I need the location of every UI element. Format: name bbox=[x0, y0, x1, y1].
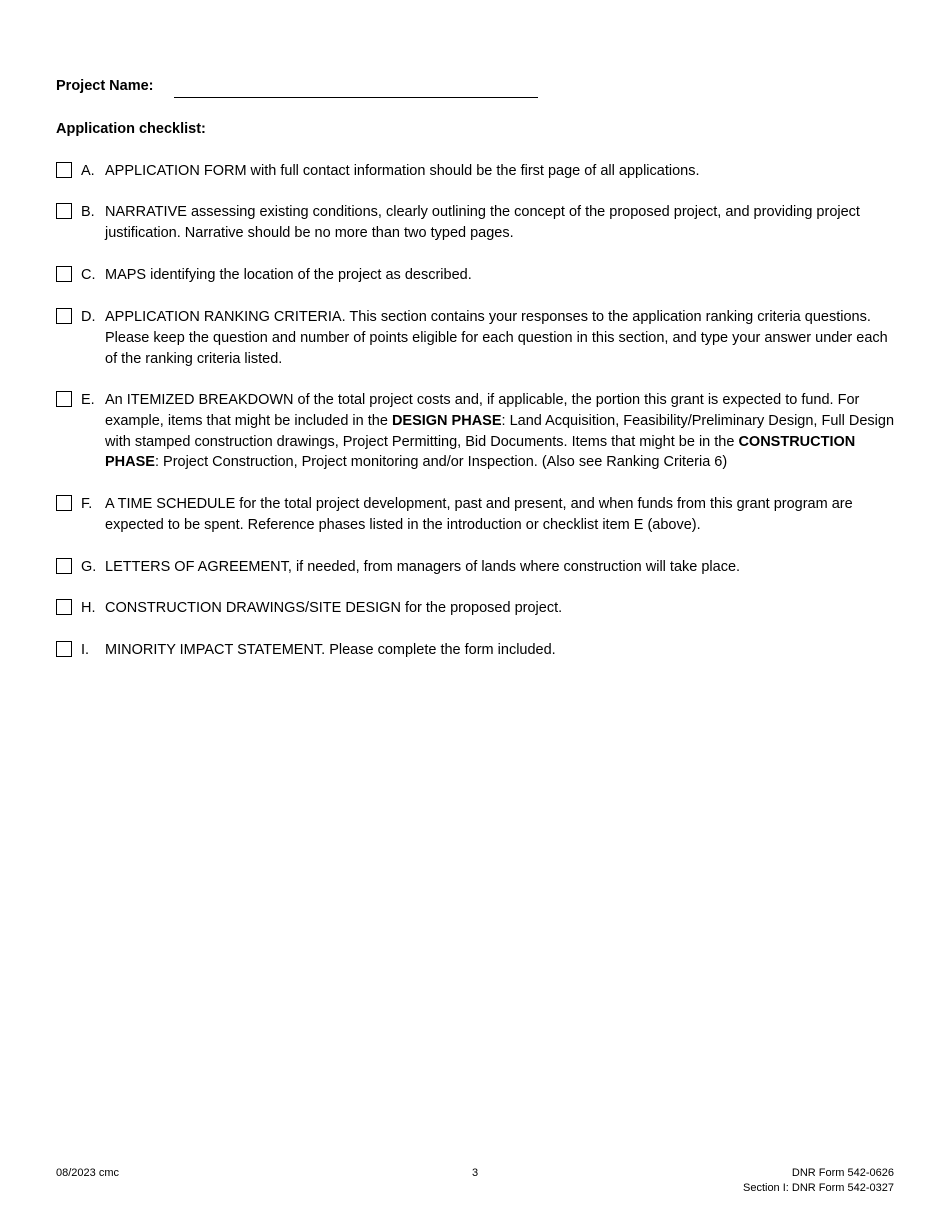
item-text: A TIME SCHEDULE for the total project development, past and present, and when funds from this grant program are expected to be spent. Reference phases listed in the introduction or checklist item E (above). bbox=[105, 496, 853, 533]
checklist-item-h bbox=[56, 598, 896, 619]
checkbox-a[interactable] bbox=[56, 162, 72, 178]
item-text bbox=[105, 390, 896, 473]
item-text: APPLICATION FORM with full contact information should be the first page of all applications. bbox=[105, 163, 700, 179]
checklist-item-e bbox=[56, 390, 896, 473]
item-text: MINORITY IMPACT STATEMENT. Please complete the form included. bbox=[105, 642, 556, 658]
section-form-number: Section I: DNR Form 542-0327 bbox=[742, 1182, 894, 1194]
item-text-part: : Project Construction, Project monitoring and/or Inspection. (Also see Ranking Criteria 6) bbox=[154, 454, 728, 471]
design-phase-label: DESIGN PHASE bbox=[391, 412, 502, 429]
item-text: LETTERS OF AGREEMENT, if needed, from managers of lands where construction will take place. bbox=[105, 559, 741, 575]
checkbox-i[interactable] bbox=[56, 641, 72, 657]
form-number: DNR Form 542-0626 bbox=[791, 1167, 894, 1179]
checkbox-b[interactable] bbox=[56, 203, 72, 219]
project-name-label: Project Name: bbox=[56, 78, 154, 94]
item-letter: H. bbox=[81, 600, 96, 616]
checkbox-c[interactable] bbox=[56, 266, 72, 282]
checkbox-f[interactable] bbox=[56, 495, 72, 511]
item-text: MAPS identifying the location of the project as described. bbox=[105, 267, 472, 283]
checkbox-d[interactable] bbox=[56, 308, 72, 324]
checkbox-e[interactable] bbox=[56, 391, 72, 407]
item-letter: E. bbox=[81, 392, 95, 408]
item-letter: D. bbox=[81, 309, 96, 325]
construction-phase-label: CONSTRUCTION PHASE bbox=[105, 433, 856, 471]
item-text-part: An ITEMIZED BREAKDOWN of the total project costs and, if applicable, the portion this grant is expected to fund. For example, items that might be included in the bbox=[105, 392, 860, 429]
item-letter: G. bbox=[81, 559, 97, 575]
checklist-item-f bbox=[56, 494, 896, 536]
item-letter: C. bbox=[81, 267, 96, 283]
item-text: APPLICATION RANKING CRITERIA. This section contains your responses to the application ranking criteria questions. Please keep the question and number of points eligible for each question in this section, and type your answer under each of the ranking criteria listed. bbox=[105, 309, 888, 367]
item-text-part: : Land Acquisition, Feasibility/Preliminary Design, Full Design with stamped construction drawings, Project Permitting, Bid Documents. Items that might be in the bbox=[105, 412, 895, 450]
checklist-item-c bbox=[56, 265, 896, 286]
checklist-item-g bbox=[56, 557, 896, 578]
item-text: NARRATIVE assessing existing conditions, clearly outlining the concept of the proposed project, and providing project justification. Narrative should be no more than two typed pages. bbox=[105, 204, 860, 241]
item-text: CONSTRUCTION DRAWINGS/SITE DESIGN for the proposed project. bbox=[105, 600, 563, 616]
checklist-item-b bbox=[56, 202, 896, 244]
page-number: 3 bbox=[471, 1167, 479, 1179]
item-letter: B. bbox=[81, 204, 95, 220]
checklist-title: Application checklist: bbox=[56, 121, 206, 137]
item-letter: A. bbox=[81, 163, 95, 179]
item-letter: I. bbox=[81, 642, 90, 658]
footer-date: 08/2023 cmc bbox=[56, 1167, 119, 1179]
checklist-item-i bbox=[56, 640, 896, 661]
checkbox-h[interactable] bbox=[56, 599, 72, 615]
item-letter: F. bbox=[81, 496, 93, 512]
project-name-field[interactable] bbox=[174, 97, 538, 98]
checklist-item-a bbox=[56, 161, 896, 182]
checklist-item-d bbox=[56, 307, 896, 369]
checkbox-g[interactable] bbox=[56, 558, 72, 574]
footer-form-ids bbox=[743, 1166, 894, 1196]
